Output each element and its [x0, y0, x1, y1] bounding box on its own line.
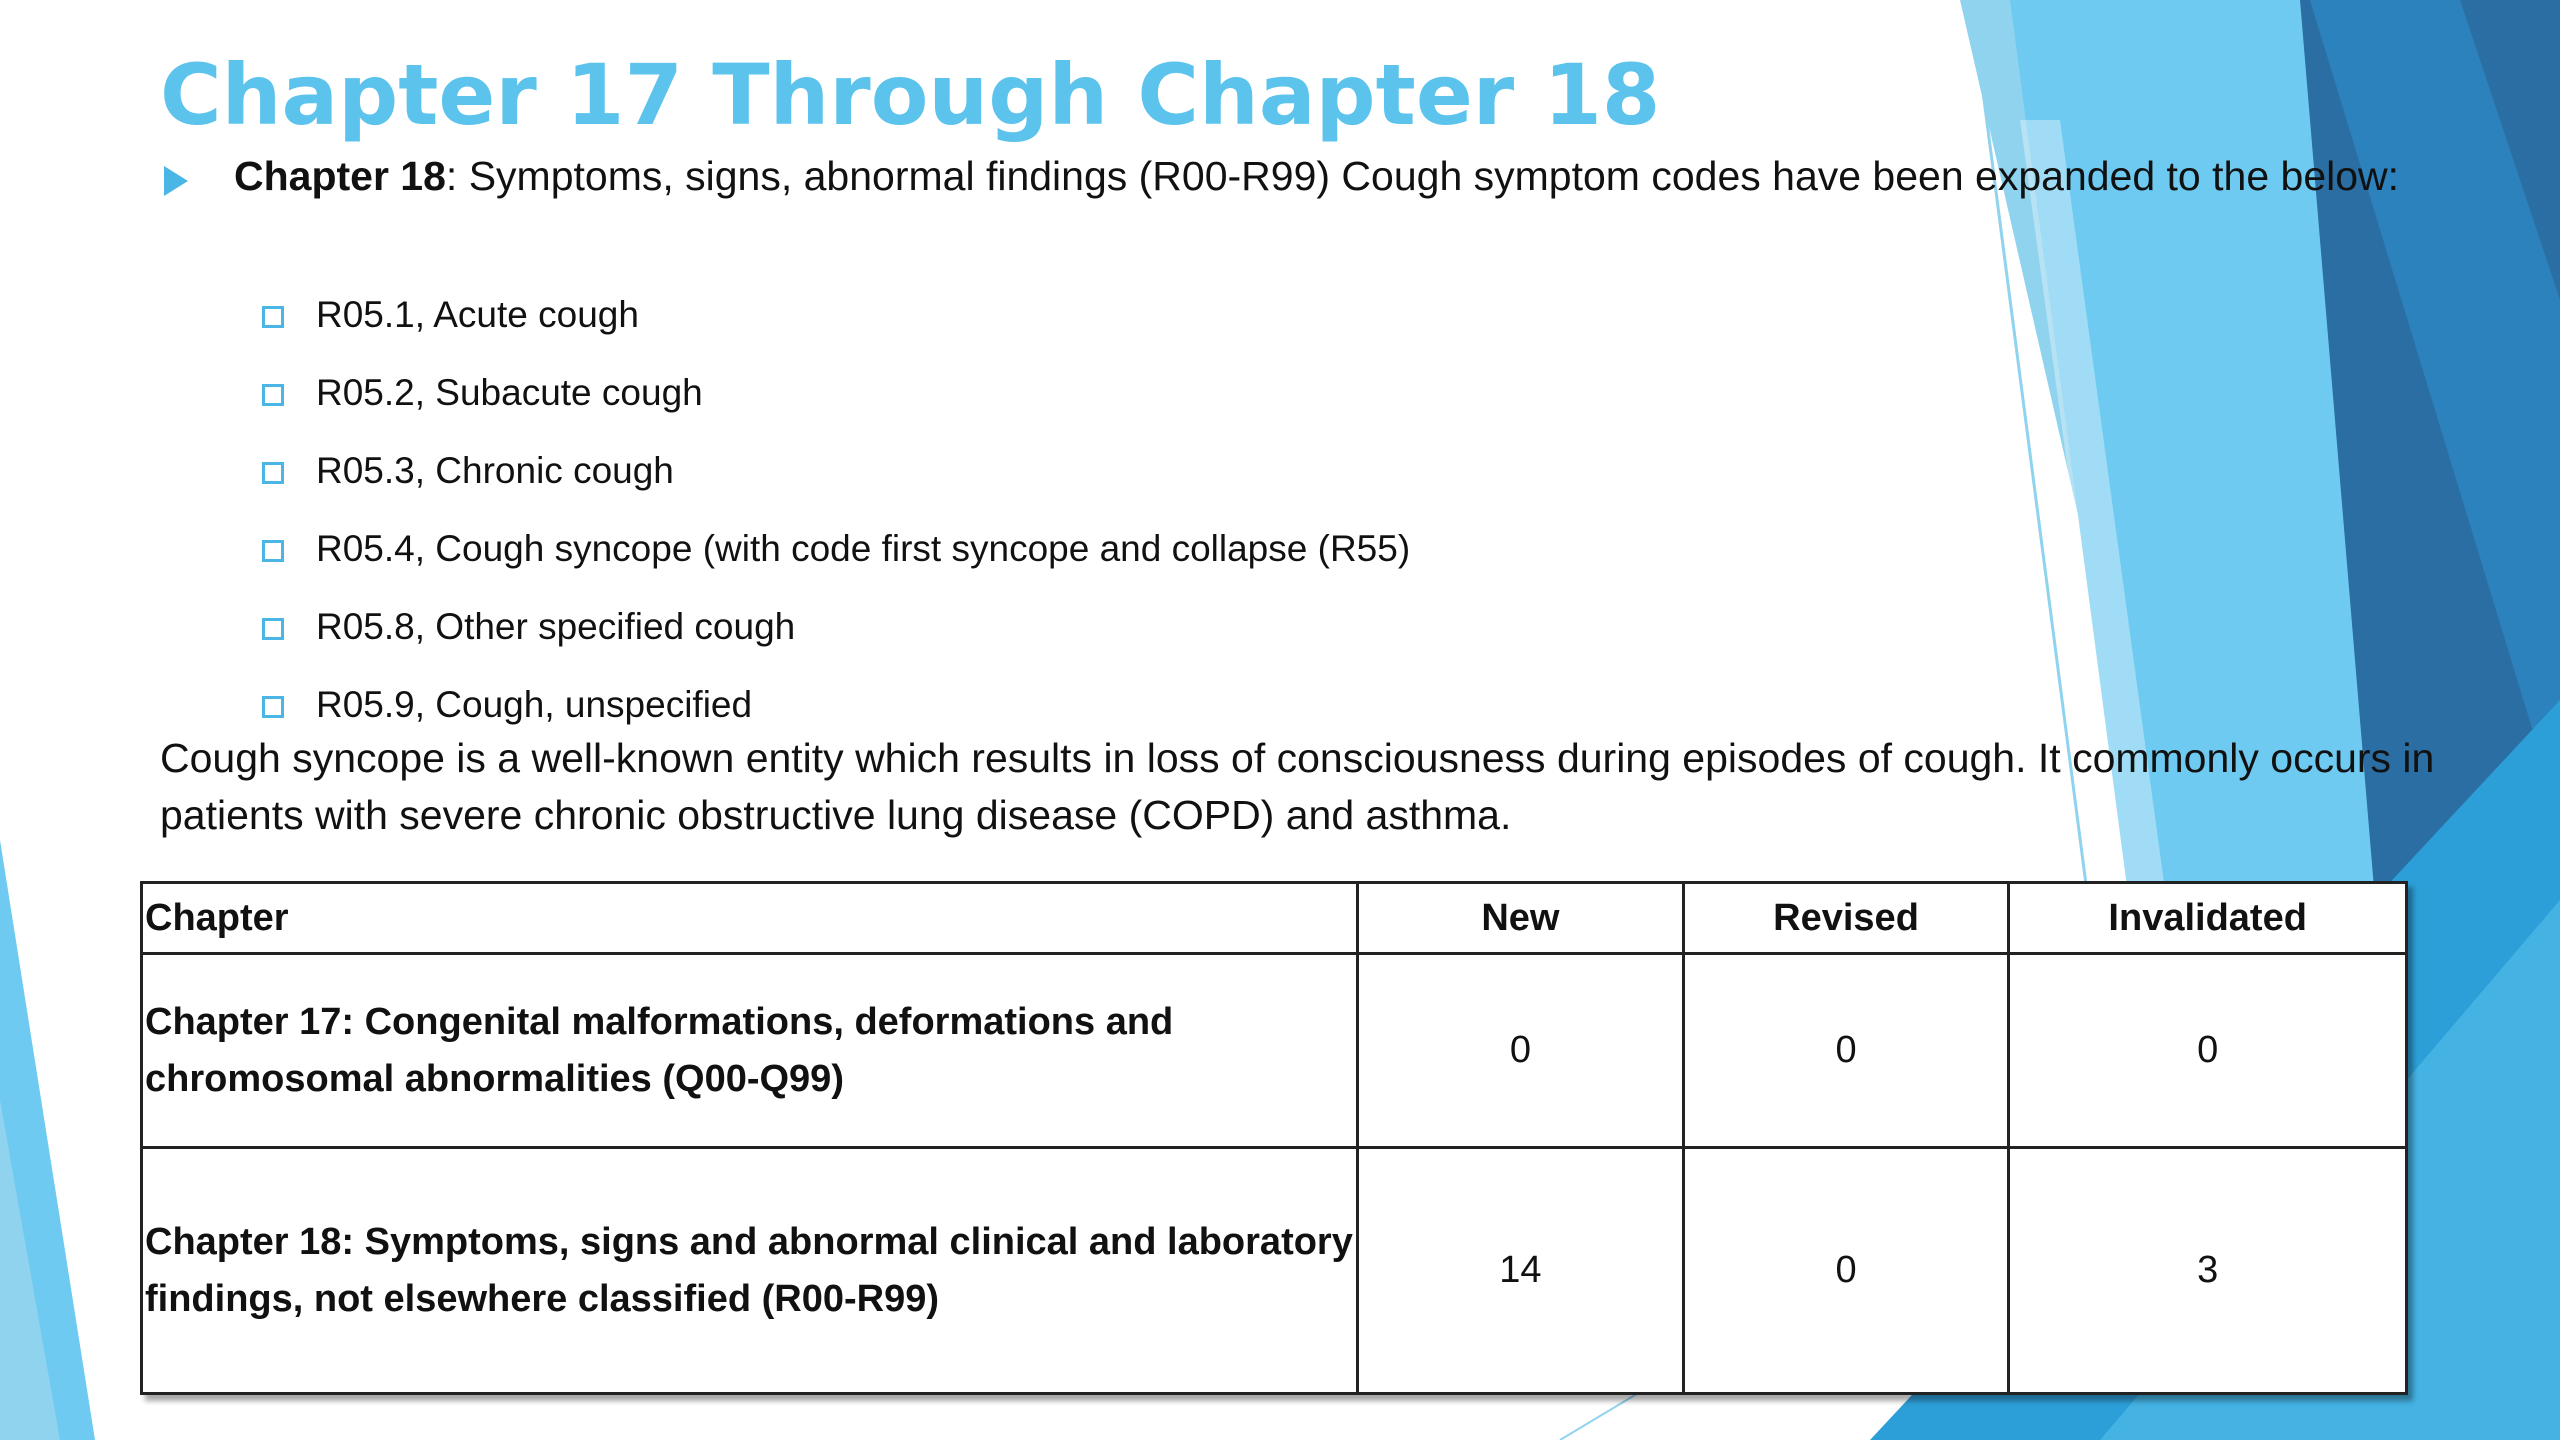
invalidated-count-cell: 3	[2009, 1148, 2407, 1394]
header-new: New	[1358, 883, 1684, 954]
header-chapter: Chapter	[142, 883, 1358, 954]
revised-count-cell: 0	[1683, 954, 2009, 1148]
square-outline-icon	[262, 618, 284, 640]
list-item-text: R05.8, Other specified cough	[316, 606, 796, 647]
new-count-cell: 14	[1358, 1148, 1684, 1394]
square-outline-icon	[262, 462, 284, 484]
main-bullet-text	[234, 148, 2420, 205]
revised-count-cell: 0	[1683, 1148, 2009, 1394]
header-revised: Revised	[1683, 883, 2009, 954]
code-changes-table	[140, 881, 2408, 1395]
square-outline-icon	[262, 384, 284, 406]
main-bullet-bold: Chapter 18	[234, 153, 446, 199]
square-outline-icon	[262, 696, 284, 718]
new-count-cell: 0	[1358, 954, 1684, 1148]
main-bullet	[160, 148, 2420, 205]
slide-title: Chapter 17 Through Chapter 18	[160, 46, 1661, 144]
table-row	[142, 954, 2407, 1148]
list-item-text: R05.3, Chronic cough	[316, 450, 674, 491]
table-header-row	[142, 883, 2407, 954]
chapter-cell: Chapter 18: Symptoms, signs and abnormal clinical and laboratory findings, not elsewhere classified (R00-R99)	[142, 1148, 1358, 1394]
square-outline-icon	[262, 540, 284, 562]
table-row	[142, 1148, 2407, 1394]
invalidated-count-cell: 0	[2009, 954, 2407, 1148]
list-item-text: R05.4, Cough syncope (with code first syncope and collapse (R55)	[316, 528, 1411, 569]
list-item-text: R05.9, Cough, unspecified	[316, 684, 753, 725]
square-outline-icon	[262, 306, 284, 328]
header-invalidated: Invalidated	[2009, 883, 2407, 954]
cough-syncope-paragraph: Cough syncope is a well-known entity which results in loss of consciousness during episodes of cough. It commonly occurs in patients with severe chronic obstructive lung disease (COPD) and asthma.	[160, 735, 2435, 838]
list-item-text: R05.1, Acute cough	[316, 294, 639, 335]
main-bullet-rest: : Symptoms, signs, abnormal findings (R00-R99) Cough symptom codes have been expanded to the below:	[445, 153, 2400, 199]
chapter-cell: Chapter 17: Congenital malformations, deformations and chromosomal abnormalities (Q00-Q99)	[142, 954, 1358, 1148]
triangle-right-icon	[164, 166, 188, 196]
list-item-text: R05.2, Subacute cough	[316, 372, 703, 413]
